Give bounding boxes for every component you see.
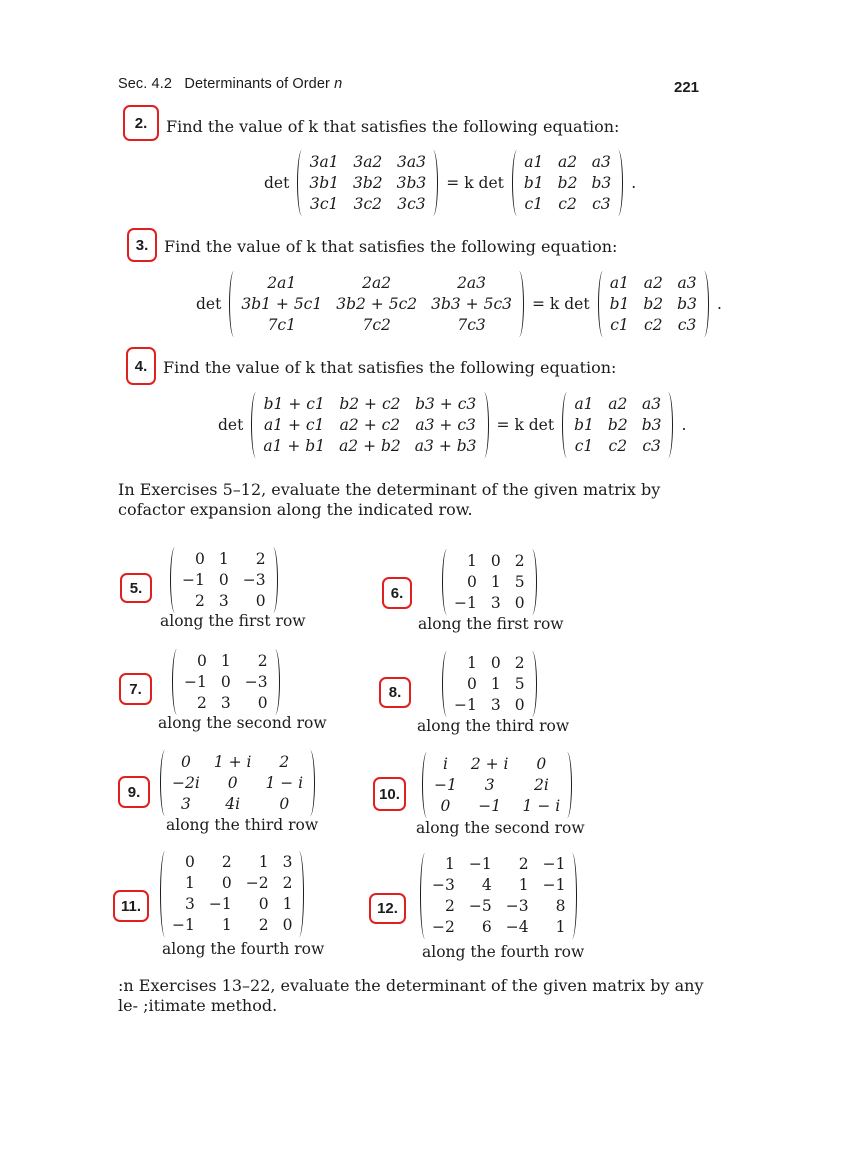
matrix-entry: 7c2 — [362, 315, 391, 334]
matrix-entry: 6 — [481, 918, 492, 936]
matrix-entries — [180, 549, 268, 612]
matrix-entry: 3c2 — [353, 194, 383, 213]
exercise-number: 10. — [379, 785, 400, 803]
left-paren — [512, 150, 522, 216]
matrix-entry: 3a1 — [309, 152, 339, 171]
matrix-entry: a2 + c2 — [339, 415, 401, 434]
matrix-entry: −1 — [454, 695, 477, 714]
left-paren — [442, 651, 452, 717]
exercise-number-box — [120, 573, 152, 603]
matrix-entries — [170, 852, 294, 936]
matrix-entry: −3 — [432, 876, 455, 894]
matrix-entry: −3 — [242, 570, 266, 589]
matrix-entry: 2 — [514, 551, 525, 570]
matrix-entry: 0 — [490, 653, 501, 672]
matrix-entry: 2 — [282, 874, 293, 892]
right-paren — [514, 271, 524, 337]
matrix-entry: 2a3 — [457, 273, 487, 292]
left-paren — [422, 752, 432, 818]
matrix-entries — [430, 854, 567, 938]
right-paren — [428, 150, 438, 216]
matrix-entry: b3 — [677, 294, 697, 313]
matrix-entry: a1 + b1 — [263, 436, 326, 455]
exercise-number: 11. — [120, 897, 142, 915]
problem-prompt: Find the value of k that satisfies the following equation: — [166, 117, 620, 136]
lhs-matrix — [239, 273, 514, 336]
exercise-number-box — [113, 890, 149, 922]
exercise-number: 4. — [134, 357, 148, 375]
right-paren — [305, 750, 315, 816]
left-paren — [229, 271, 239, 337]
matrix-entry: −1 — [454, 593, 477, 612]
left-paren — [420, 853, 430, 939]
matrix-entry: b1 — [574, 415, 594, 434]
matrix-entry: a3 — [591, 152, 611, 171]
matrix-entry: 3 — [490, 695, 501, 714]
matrix-entry: −3 — [505, 897, 529, 915]
right-paren — [294, 851, 304, 937]
matrix-entry: 0 — [257, 693, 268, 712]
rhs-matrix — [522, 152, 613, 215]
left-paren — [598, 271, 608, 337]
matrix-entry: 2 + i — [470, 754, 509, 773]
period: . — [716, 295, 722, 313]
right-paren — [663, 392, 673, 458]
matrix-entry: b1 — [609, 294, 630, 313]
matrix-entry: b2 + c2 — [339, 394, 401, 413]
exercise-caption: along the second row — [416, 819, 585, 837]
matrix-entry: a3 + c3 — [415, 415, 476, 434]
matrix-entry: 0 — [180, 752, 191, 771]
matrix-entry: 1 + i — [213, 752, 252, 771]
matrix-entry: 1 — [518, 876, 529, 894]
matrix-entry: c2 — [608, 436, 628, 455]
matrix — [442, 651, 537, 717]
right-paren — [699, 271, 709, 337]
matrix-entry: −2i — [172, 773, 200, 792]
section-label: Sec. 4.2 — [118, 76, 172, 92]
matrix-entry: a2 + b2 — [339, 436, 401, 455]
matrix-entry: 2 — [255, 549, 266, 568]
exercise-number: 5. — [129, 579, 143, 597]
matrix-entry: −1 — [208, 895, 232, 913]
problem-prompt: Find the value of k that satisfies the following equation: — [163, 358, 617, 377]
exercise-caption: along the first row — [160, 612, 306, 630]
matrix-entry: c1 — [524, 194, 544, 213]
matrix-entry: 0 — [282, 916, 293, 934]
matrix-entry: 1 — [490, 674, 501, 693]
matrix-entry: 1 — [555, 918, 566, 936]
period: . — [631, 174, 637, 192]
section-title-variable: n — [334, 76, 343, 92]
equals-k-det: = k det — [532, 295, 590, 313]
matrix-entry: 3b2 + 5c2 — [336, 294, 418, 313]
right-paren — [562, 752, 572, 818]
matrix-entry: 2 — [194, 591, 205, 610]
matrix — [422, 752, 572, 818]
matrix-entry: a1 — [609, 273, 630, 292]
matrix-entry: 0 — [490, 551, 501, 570]
matrix-entry: 1 — [258, 853, 269, 871]
matrix-entry: c1 — [610, 315, 629, 334]
exercise-number-box — [118, 776, 150, 808]
det-label: det — [218, 416, 244, 434]
equation — [210, 392, 694, 458]
matrix-entry: 0 — [255, 591, 266, 610]
matrix-entry: b2 — [607, 415, 628, 434]
left-paren — [251, 392, 261, 458]
matrix-entry: 7c3 — [457, 315, 486, 334]
left-paren — [297, 150, 307, 216]
matrix-entry: 3 — [220, 693, 231, 712]
exercise-number-box — [126, 347, 156, 385]
matrix-entry: 3 — [218, 591, 229, 610]
matrix-entry: 0 — [218, 570, 229, 589]
matrix-entry: −1 — [182, 570, 205, 589]
matrix-entry: −1 — [478, 796, 502, 815]
matrix-entry: b1 — [523, 173, 544, 192]
exercise-number-box — [379, 677, 411, 708]
matrix-entry: 2i — [533, 775, 549, 794]
matrix-entry: 3b3 + 5c3 — [431, 294, 512, 313]
exercise-number: 3. — [135, 236, 149, 254]
matrix-entry: 2 — [196, 693, 207, 712]
matrix-entry: a2 — [643, 273, 663, 292]
matrix-entry: 3 — [184, 895, 195, 913]
right-paren — [268, 547, 278, 613]
right-paren — [567, 853, 577, 939]
left-paren — [562, 392, 572, 458]
matrix-entry: −1 — [542, 855, 566, 873]
matrix-entry: 2 — [258, 916, 269, 934]
right-paren — [270, 649, 280, 715]
matrix-entry: 2a1 — [267, 273, 297, 292]
matrix-entry: 1 − i — [265, 773, 304, 792]
matrix-entry: −2 — [245, 874, 269, 892]
exercise-number: 7. — [129, 680, 142, 698]
matrix-entry: 0 — [220, 672, 231, 691]
matrix — [420, 853, 577, 939]
matrix-entry: c1 — [574, 436, 594, 455]
matrix-entry: −1 — [542, 876, 566, 894]
matrix-entries — [182, 651, 270, 714]
matrix-entry: 3b2 — [352, 173, 383, 192]
matrix-entry: b2 — [557, 173, 578, 192]
matrix-entry: c2 — [643, 315, 663, 334]
period: . — [681, 416, 687, 434]
left-paren — [170, 547, 180, 613]
right-paren — [527, 549, 537, 615]
matrix-entry: 0 — [514, 695, 525, 714]
matrix-entry: 0 — [184, 853, 195, 871]
exercise-caption: along the third row — [166, 816, 319, 834]
matrix-entry: 1 — [466, 653, 477, 672]
exercise-caption: along the fourth row — [422, 943, 585, 961]
section-title: Determinants of Order — [184, 76, 330, 92]
left-paren — [160, 851, 170, 937]
matrix-entry: 1 — [220, 651, 231, 670]
matrix — [160, 851, 304, 937]
exercise-number: 12. — [377, 900, 398, 917]
matrix-entry: 5 — [514, 572, 525, 591]
matrix-entry: 1 — [466, 551, 477, 570]
matrix-entry: a3 + b3 — [414, 436, 477, 455]
matrix-entry: b3 + c3 — [415, 394, 477, 413]
exercise-number-box — [123, 105, 159, 141]
running-header — [118, 76, 342, 92]
matrix-entry: −4 — [505, 918, 529, 936]
matrix-entry: 2 — [518, 855, 529, 873]
matrix-entry: 1 — [218, 549, 229, 568]
matrix-entry: 0 — [440, 796, 451, 815]
matrix-entry: 0 — [466, 572, 477, 591]
left-paren — [172, 649, 182, 715]
exercise-number: 8. — [388, 684, 402, 701]
exercise-number-box — [382, 577, 412, 609]
matrix — [172, 649, 280, 715]
matrix-entry: 3b1 + 5c1 — [241, 294, 323, 313]
det-label: det — [196, 295, 222, 313]
matrix-entry: a1 — [524, 152, 544, 171]
matrix-entry: 3b3 — [396, 173, 427, 192]
matrix-entry: 4i — [225, 794, 241, 813]
matrix-entry: −5 — [468, 897, 492, 915]
matrix-entry: a1 — [574, 394, 594, 413]
problem-prompt: Find the value of k that satisfies the following equation: — [164, 237, 618, 256]
matrix-entry: a2 — [558, 152, 578, 171]
matrix-entry: c3 — [677, 315, 697, 334]
left-paren — [160, 750, 170, 816]
matrix-entry: 0 — [466, 674, 477, 693]
matrix-entry: i — [442, 754, 448, 773]
matrix-entry: 0 — [279, 794, 290, 813]
matrix-entry: 0 — [258, 895, 269, 913]
right-paren — [479, 392, 489, 458]
exercise-number: 6. — [390, 584, 404, 602]
matrix-entry: c2 — [558, 194, 577, 213]
matrix-entry: −1 — [434, 775, 457, 794]
matrix-entries — [452, 653, 527, 716]
matrix-entry: 1 — [282, 895, 293, 913]
matrix-entry: 2a2 — [362, 273, 392, 292]
equals-k-det: = k det — [496, 416, 555, 434]
right-paren — [613, 150, 623, 216]
matrix-entry: 0 — [221, 874, 232, 892]
matrix-entry: 3b1 — [309, 173, 339, 192]
matrix-entry: 3a2 — [353, 152, 383, 171]
matrix-entry: 2 — [279, 752, 290, 771]
matrix-entry: −1 — [172, 916, 195, 934]
matrix-entry: a3 — [642, 394, 662, 413]
rhs-matrix — [572, 394, 663, 457]
matrix-entry: 2 — [257, 651, 268, 670]
lhs-matrix — [261, 394, 478, 457]
matrix-entries — [452, 551, 527, 614]
exercise-number-box — [369, 893, 406, 924]
matrix-entry: 3a3 — [396, 152, 426, 171]
matrix-entries — [432, 754, 562, 817]
matrix-entry: 2 — [514, 653, 525, 672]
matrix-entry: 0 — [227, 773, 238, 792]
exercise-caption: along the second row — [158, 714, 327, 732]
matrix — [442, 549, 537, 615]
instructions-13-22: :n Exercises 13–22, evaluate the determinant of the given matrix by any le- ;itimate method. — [118, 976, 704, 1015]
matrix-entry: 5 — [514, 674, 525, 693]
matrix-entry: b3 — [641, 415, 662, 434]
equation — [256, 150, 644, 216]
matrix-entry: −1 — [184, 672, 207, 691]
matrix-entry: 1 − i — [522, 796, 561, 815]
matrix-entry: 3 — [282, 853, 293, 871]
matrix-entry: 3 — [484, 775, 495, 794]
matrix-entry: 1 — [490, 572, 501, 591]
matrix-entry: 3c3 — [397, 194, 426, 213]
matrix-entry: a1 + c1 — [263, 415, 325, 434]
matrix-entry: 7c1 — [267, 315, 296, 334]
matrix-entry: 0 — [196, 651, 207, 670]
exercise-number-box — [373, 777, 406, 811]
matrix-entry: −3 — [244, 672, 268, 691]
exercise-number: 9. — [127, 783, 141, 801]
equation — [188, 271, 730, 337]
matrix-entry: 3c1 — [309, 194, 339, 213]
rhs-matrix — [608, 273, 699, 336]
matrix-entry: 8 — [555, 897, 566, 915]
matrix-entry: 3 — [180, 794, 191, 813]
instructions-5-12: In Exercises 5–12, evaluate the determinant of the given matrix by cofactor expansion along the indicated row. — [118, 480, 661, 519]
page-number: 221 — [674, 79, 700, 96]
exercise-caption: along the first row — [418, 615, 564, 633]
matrix-entry: b3 — [591, 173, 612, 192]
matrix-entry: a3 — [677, 273, 697, 292]
matrix-entry: b2 — [643, 294, 664, 313]
equals-k-det: = k det — [446, 174, 504, 192]
matrix-entry: −2 — [432, 918, 455, 936]
exercise-number-box — [119, 673, 152, 705]
matrix-entry: 0 — [194, 549, 205, 568]
lhs-matrix — [307, 152, 428, 215]
matrix-entries — [170, 752, 305, 815]
matrix-entry: 0 — [536, 754, 547, 773]
matrix-entry: 1 — [444, 855, 455, 873]
exercise-number: 2. — [134, 114, 148, 132]
matrix-entry: 1 — [221, 916, 232, 934]
matrix-entry: 3 — [490, 593, 501, 612]
exercise-caption: along the third row — [417, 717, 570, 735]
matrix-entry: a2 — [608, 394, 628, 413]
matrix-entry: 2 — [221, 853, 232, 871]
matrix-entry: b1 + c1 — [263, 394, 325, 413]
matrix — [170, 547, 278, 613]
exercise-number-box — [127, 228, 157, 262]
det-label: det — [264, 174, 290, 192]
matrix-entry: 2 — [444, 897, 455, 915]
matrix-entry: −1 — [468, 855, 492, 873]
matrix-entry: c3 — [592, 194, 611, 213]
matrix-entry: 4 — [481, 876, 492, 894]
matrix-entry: 0 — [514, 593, 525, 612]
exercise-caption: along the fourth row — [162, 940, 325, 958]
matrix — [160, 750, 315, 816]
matrix-entry: c3 — [642, 436, 661, 455]
matrix-entry: 1 — [184, 874, 195, 892]
left-paren — [442, 549, 452, 615]
right-paren — [527, 651, 537, 717]
